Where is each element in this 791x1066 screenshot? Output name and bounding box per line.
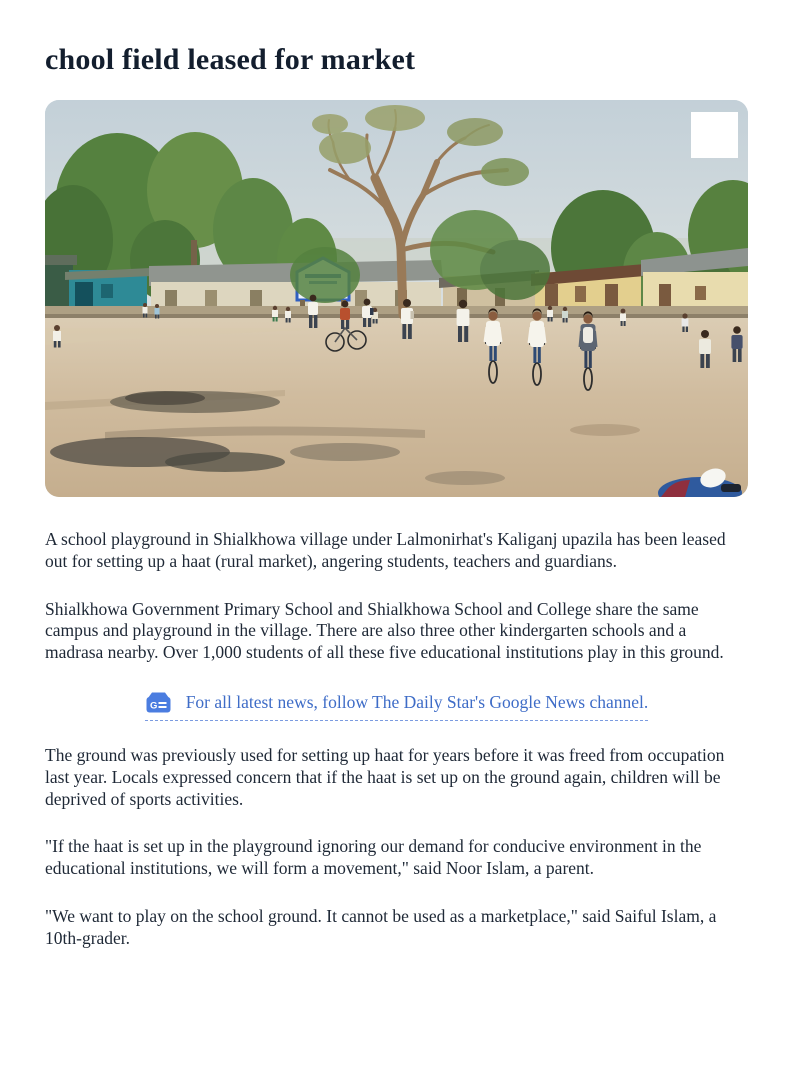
paragraph: "If the haat is set up in the playground ignoring our demand for conducive environment in the educational institutions, we will form a movement," said Noor Islam, a parent. bbox=[45, 836, 702, 879]
svg-text:G: G bbox=[149, 700, 158, 712]
article bbox=[0, 42, 791, 950]
article-body bbox=[45, 529, 748, 950]
google-news-icon bbox=[145, 690, 172, 715]
article-headline: chool field leased for market bbox=[45, 43, 416, 76]
google-news-link-label: For all latest news, follow The Daily Star's Google News channel. bbox=[185, 691, 649, 712]
google-news-link[interactable] bbox=[145, 690, 649, 721]
google-news-promo bbox=[45, 690, 748, 721]
paragraph: Shialkhowa Government Primary School and Shialkhowa School and College share the same campus and playground in the village. There are also three other kindergarten schools and a madrasa nearby. Over 1,000 students of all these five educational institutions play in this ground. bbox=[45, 598, 724, 663]
paragraph: A school playground in Shialkhowa village under Lalmonirhat's Kaliganj upazila has been leased out for setting up a haat (rural market), angering students, teachers and guardians. bbox=[45, 529, 726, 571]
paragraph: The ground was previously used for setting up haat for years before it was freed from occupation last year. Locals expressed concern that if the haat is set up on the ground again, children will be deprived of sports activities. bbox=[45, 744, 725, 809]
article-photo bbox=[45, 100, 748, 497]
playground-scene bbox=[45, 100, 748, 497]
paragraph: "We want to play on the school ground. It cannot be used as a marketplace," said Saiful Islam, a 10th-grader. bbox=[45, 905, 717, 948]
photo-watermark-placeholder bbox=[691, 112, 738, 158]
